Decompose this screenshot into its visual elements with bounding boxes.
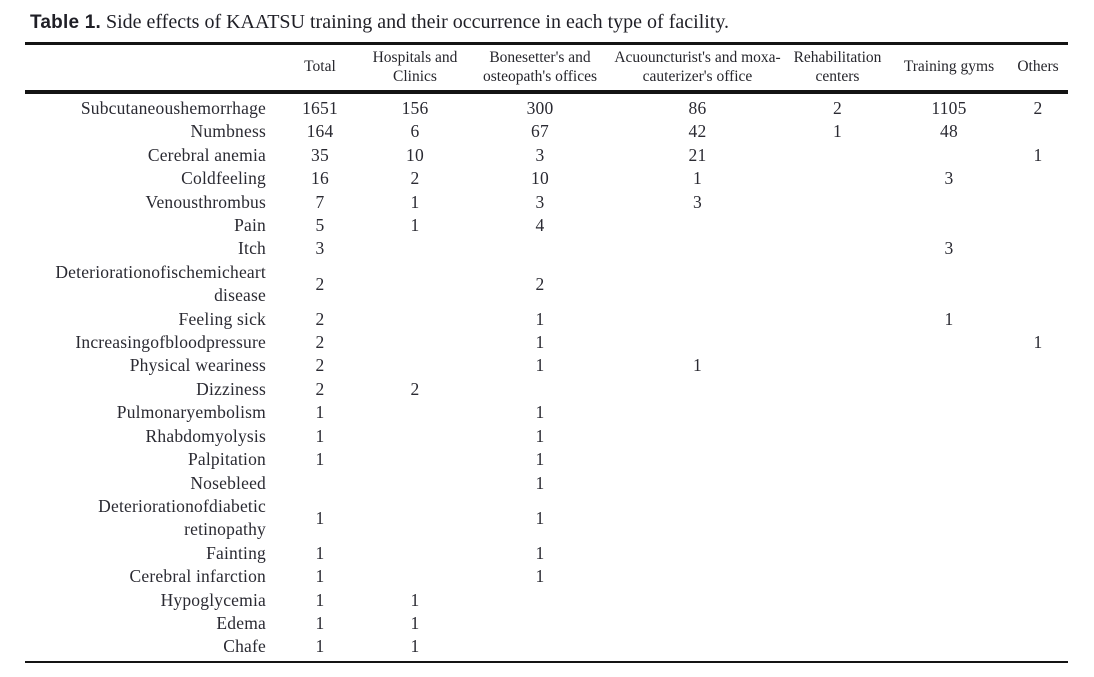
cell-value: 1 [410, 612, 420, 633]
table-row [25, 237, 1068, 260]
cell-value: 1 [535, 449, 545, 470]
column-header: Others [1008, 44, 1068, 93]
cell-value: 1 [315, 612, 325, 633]
table-caption-label: Table 1. [30, 12, 101, 33]
cell-value: 2 [315, 332, 325, 353]
row-label: Pulmonaryembolism [116, 402, 266, 423]
cell-value [610, 612, 785, 635]
cell-value [360, 331, 470, 354]
row-label: Edema [216, 612, 266, 633]
cell-value [360, 448, 470, 471]
cell-value [360, 354, 470, 377]
cell-value: 156 [401, 98, 429, 118]
cell-value [1008, 401, 1068, 424]
row-label: Venousthrombus [145, 191, 266, 212]
cell-value [610, 425, 785, 448]
cell-value: 1 [535, 402, 545, 423]
cell-value: 164 [306, 121, 334, 142]
cell-value: 300 [526, 98, 554, 118]
cell-value [470, 237, 610, 260]
table-body [25, 92, 1068, 662]
table-row [25, 589, 1068, 612]
cell-value: 1 [535, 332, 545, 353]
cell-value [280, 472, 360, 495]
cell-value [610, 237, 785, 260]
cell-value: 1 [535, 308, 545, 329]
cell-value [785, 448, 890, 471]
column-header: Hospitals and Clinics [360, 44, 470, 93]
cell-value: 1 [535, 472, 545, 493]
cell-value [785, 214, 890, 237]
cell-value: 1 [410, 215, 420, 236]
column-header: Acuouncturist's and moxa-cauterizer's office [610, 44, 785, 93]
cell-value [1008, 214, 1068, 237]
cell-value [890, 448, 1008, 471]
table-row [25, 144, 1068, 167]
cell-value: 2 [315, 378, 325, 399]
cell-value: 1 [833, 121, 842, 142]
cell-value [360, 308, 470, 331]
row-label: Rhabdomyolysis [145, 425, 266, 446]
cell-value [785, 378, 890, 401]
row-label: Chafe [25, 635, 280, 661]
cell-value [610, 331, 785, 354]
cell-value [360, 565, 470, 588]
cell-value [785, 331, 890, 354]
table-row [25, 542, 1068, 565]
column-header: Rehabilitation centers [785, 44, 890, 93]
cell-value [1008, 472, 1068, 495]
table-row [25, 635, 1068, 661]
row-label: Cerebral anemia [147, 144, 266, 165]
cell-value [890, 425, 1008, 448]
cell-value [470, 378, 610, 401]
cell-value: 1 [315, 402, 325, 423]
cell-value [610, 565, 785, 588]
cell-value: 5 [315, 215, 325, 236]
row-label: Pain [234, 215, 266, 236]
cell-value: 1 [315, 425, 325, 446]
cell-value [785, 401, 890, 424]
cell-value: 48 [940, 121, 958, 142]
table-row [25, 92, 1068, 120]
row-label: Physical weariness [129, 355, 266, 376]
row-label: Dizziness [196, 378, 266, 399]
cell-value: 3 [315, 238, 325, 259]
cell-value [890, 331, 1008, 354]
cell-value: 6 [410, 121, 420, 142]
cell-value [360, 237, 470, 260]
cell-value: 2 [535, 273, 545, 294]
cell-value: 3 [535, 191, 545, 212]
cell-value: 1 [535, 542, 545, 563]
table-row [25, 472, 1068, 495]
column-header: Bonesetter's and osteopath's offices [470, 44, 610, 93]
row-label: Numbness [190, 121, 266, 142]
cell-value [1008, 354, 1068, 377]
cell-value: 1 [693, 355, 702, 376]
cell-value [360, 401, 470, 424]
cell-value [1008, 542, 1068, 565]
column-header: Training gyms [890, 44, 1008, 93]
row-label: Feeling sick [178, 308, 266, 329]
cell-value [785, 635, 890, 661]
cell-value [610, 472, 785, 495]
cell-value [610, 378, 785, 401]
cell-value: 2 [410, 168, 420, 189]
cell-value [785, 354, 890, 377]
cell-value [610, 448, 785, 471]
cell-value: 67 [531, 121, 549, 142]
cell-value: 1 [280, 635, 360, 661]
cell-value [890, 354, 1008, 377]
cell-value [360, 495, 470, 542]
cell-value: 1105 [931, 98, 967, 118]
cell-value [610, 401, 785, 424]
column-header: Total [280, 44, 360, 93]
cell-value [1008, 191, 1068, 214]
cell-value [1008, 237, 1068, 260]
cell-value [890, 542, 1008, 565]
cell-value: 1 [410, 191, 420, 212]
row-label: Deteriorationofischemicheart disease [55, 261, 266, 306]
cell-value: 7 [315, 191, 325, 212]
cell-value: 1 [1033, 144, 1043, 165]
cell-value: 1 [944, 308, 954, 329]
row-label: Subcutaneoushemorrhage [80, 98, 266, 118]
cell-value [890, 144, 1008, 167]
cell-value: 2 [833, 98, 842, 118]
table-row [25, 425, 1068, 448]
cell-value: 1 [315, 589, 325, 610]
table-caption-text: Side effects of KAATSU training and their occurrence in each type of facility. [100, 11, 730, 33]
cell-value [610, 542, 785, 565]
cell-value [360, 472, 470, 495]
cell-value [890, 378, 1008, 401]
cell-value: 1651 [302, 98, 338, 118]
cell-value [610, 635, 785, 661]
cell-value [785, 472, 890, 495]
cell-value [785, 144, 890, 167]
cell-value [890, 589, 1008, 612]
table-caption [30, 9, 729, 36]
cell-value [610, 308, 785, 331]
cell-value: 16 [311, 168, 329, 189]
cell-value [890, 472, 1008, 495]
row-label: Palpitation [187, 449, 266, 470]
cell-value [1008, 308, 1068, 331]
cell-value [785, 495, 890, 542]
cell-value: 1 [535, 355, 545, 376]
cell-value: 1 [315, 566, 325, 587]
cell-value: 10 [531, 168, 549, 189]
cell-value [1008, 589, 1068, 612]
cell-value [610, 589, 785, 612]
column-header [25, 44, 280, 93]
cell-value [1008, 448, 1068, 471]
table-row [25, 448, 1068, 471]
cell-value: 2 [410, 378, 420, 399]
table-row [25, 354, 1068, 377]
row-label: Coldfeeling [181, 168, 266, 189]
cell-value [1008, 612, 1068, 635]
cell-value [610, 261, 785, 308]
cell-value [785, 542, 890, 565]
cell-value: 1 [315, 542, 325, 563]
cell-value [890, 635, 1008, 661]
table-row [25, 565, 1068, 588]
cell-value [785, 261, 890, 308]
cell-value [890, 261, 1008, 308]
row-label: Fainting [206, 542, 266, 563]
cell-value [1008, 635, 1068, 661]
cell-value [470, 635, 610, 661]
cell-value: 1 [315, 449, 325, 470]
cell-value: 2 [315, 308, 325, 329]
cell-value [890, 495, 1008, 542]
cell-value [890, 401, 1008, 424]
cell-value [785, 308, 890, 331]
cell-value [785, 191, 890, 214]
row-label: Cerebral infarction [129, 566, 266, 587]
cell-value: 1 [535, 507, 545, 528]
cell-value: 1 [693, 168, 702, 189]
cell-value [360, 261, 470, 308]
cell-value: 1 [360, 635, 470, 661]
cell-value [610, 495, 785, 542]
table-row [25, 378, 1068, 401]
table-row [25, 120, 1068, 143]
cell-value: 1 [535, 425, 545, 446]
table-row [25, 308, 1068, 331]
cell-value: 21 [688, 144, 707, 165]
table-row [25, 495, 1068, 542]
cell-value: 42 [688, 121, 707, 142]
cell-value [785, 167, 890, 190]
cell-value [1008, 120, 1068, 143]
cell-value [785, 425, 890, 448]
header-row [25, 44, 1068, 93]
cell-value: 1 [315, 507, 325, 528]
cell-value: 3 [944, 168, 954, 189]
side-effects-table [25, 42, 1068, 663]
cell-value [1008, 425, 1068, 448]
table-row [25, 612, 1068, 635]
cell-value [890, 191, 1008, 214]
cell-value [470, 589, 610, 612]
cell-value [1008, 378, 1068, 401]
cell-value: 1 [1033, 332, 1043, 353]
cell-value [470, 612, 610, 635]
cell-value [785, 237, 890, 260]
cell-value: 1 [410, 589, 420, 610]
cell-value: 3 [535, 144, 545, 165]
cell-value [890, 214, 1008, 237]
cell-value: 35 [311, 144, 329, 165]
cell-value [610, 214, 785, 237]
cell-value: 10 [406, 144, 424, 165]
cell-value: 86 [688, 98, 707, 118]
table-row [25, 261, 1068, 308]
cell-value [890, 612, 1008, 635]
cell-value: 2 [315, 355, 325, 376]
cell-value: 2 [315, 273, 325, 294]
table-row [25, 331, 1068, 354]
cell-value: 2 [1033, 98, 1043, 118]
table-row [25, 191, 1068, 214]
row-label: Hypoglycemia [160, 589, 266, 610]
cell-value: 1 [535, 566, 545, 587]
row-label: Nosebleed [190, 472, 266, 493]
table-row [25, 214, 1068, 237]
cell-value [1008, 261, 1068, 308]
row-label: Itch [237, 238, 266, 259]
cell-value [1008, 565, 1068, 588]
table-row [25, 401, 1068, 424]
cell-value: 3 [693, 191, 702, 212]
cell-value [785, 565, 890, 588]
cell-value [360, 542, 470, 565]
row-label: Deteriorationofdiabetic retinopathy [98, 495, 266, 540]
cell-value [785, 612, 890, 635]
table-row [25, 167, 1068, 190]
cell-value [360, 425, 470, 448]
cell-value [785, 589, 890, 612]
cell-value [1008, 167, 1068, 190]
cell-value [1008, 495, 1068, 542]
cell-value: 4 [535, 215, 545, 236]
cell-value: 3 [944, 238, 954, 259]
row-label: Increasingofbloodpressure [75, 332, 266, 353]
cell-value [890, 565, 1008, 588]
